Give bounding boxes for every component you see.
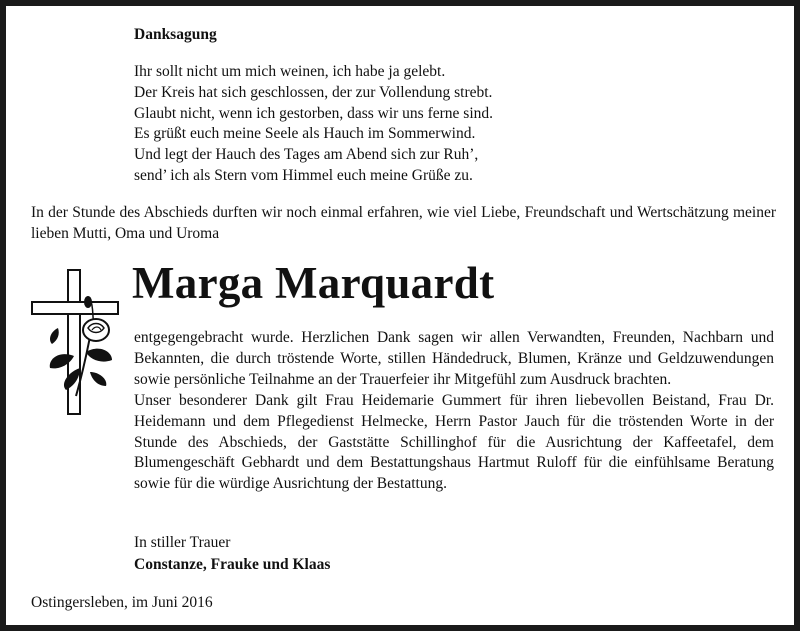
place-date: Ostingersleben, im Juni 2016 <box>31 594 213 611</box>
body-text <box>134 328 774 495</box>
body-paragraph: entgegengebracht wurde. Herzlichen Dank sagen wir allen Verwandten, Freunden, Nachbarn und Bekannten, die durch tröstende Worte, stillen Händedruck, Blumen, Kränze und Geldzuwendungen sowie persönliche Teilnahme an der Trauerfeier ihr Mitgefühl zum Ausdruck brachten. <box>134 329 774 388</box>
closing-line: In stiller Trauer <box>134 534 231 551</box>
heading: Danksagung <box>134 26 217 43</box>
poem-line: send’ ich als Stern vom Himmel euch meine Grüße zu. <box>134 166 473 184</box>
poem-line: Und legt der Hauch des Tages am Abend sich zur Ruh’, <box>134 146 479 164</box>
poem-line: Glaubt nicht, wenn ich gestorben, dass wir uns ferne sind. <box>134 104 494 122</box>
cross-with-rose-icon <box>28 268 128 418</box>
intro-text: In der Stunde des Abschieds durften wir noch einmal erfahren, wie viel Liebe, Freundschaft und Wertschätzung meiner lieben Mutti, Oma und Uroma <box>31 204 776 242</box>
signatories: Constanze, Frauke und Klaas <box>134 556 331 573</box>
poem <box>134 62 493 187</box>
body-paragraph: Unser besonderer Dank gilt Frau Heidemarie Gummert für ihren liebevollen Beistand, Frau Dr. Heidemann und dem Pflegedienst Helmecke, Herrn Pastor Jauch für die tröstenden Worte in der Stunde des Abschieds, der Gaststätte Schillinghof für die Ausrichtung der Kaffeetafel, dem Blumengeschäft Gebhardt und dem Bestattungshaus Hartmut Ruloff für die einfühlsame Beratung sowie für die würdige Ausrichtung der Bestattung. <box>134 391 774 493</box>
poem-line: Der Kreis hat sich geschlossen, der zur Vollendung strebt. <box>134 83 493 101</box>
poem-line: Ihr sollt nicht um mich weinen, ich habe ja gelebt. <box>134 63 446 80</box>
poem-line: Es grüßt euch meine Seele als Hauch im Sommerwind. <box>134 125 476 143</box>
deceased-name: Marga Marquardt <box>132 258 495 308</box>
